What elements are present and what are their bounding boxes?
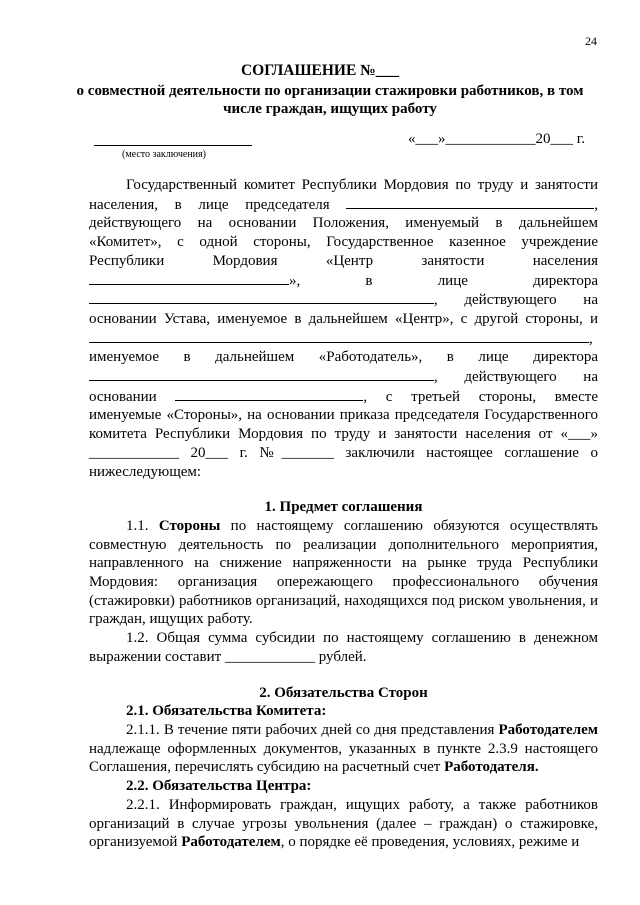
clause-2-1-1-bold-1: Работодателем [498,721,598,738]
clause-2-1-1-bold-2: Работодателя. [444,759,539,776]
clause-2-2-1-bold: Работодателем [181,834,281,851]
document-body [89,176,598,852]
agreement-subtitle: о совместной деятельности по организации стажировки работников, в том числе граждан, ищущих работу [76,83,584,117]
clause-1-1 [89,517,598,629]
clause-2-2-1 [89,796,598,852]
clause-2-2-1-text-c: , о порядке её проведения, условиях, режиме и [280,834,580,851]
intro-text-6: , действующего на основании [89,369,598,405]
place-blank [94,133,252,146]
date-line: «___»____________20___ г. [408,131,585,147]
blank-employer [89,329,589,343]
intro-text-7: , с третьей стороны, вместе именуемые «Стороны», на основании приказа председателя Государственного комитета Республики Мордовия по труду и занятости населения от «___» ____________ 20___ г. №_______ заключили настоящее соглашение о нижеследующем: [89,388,598,480]
clause-2-2-1-text-a: 2.2.1. Информировать граждан, ищущих работу, а также работников организаций в случае угрозы увольнения (далее – граждан) о стажировке, организуемой [89,796,598,851]
intro-text-3: », в лице директора [289,272,598,289]
blank-center-director [89,290,434,304]
clause-1-1-number: 1.1. [126,517,149,534]
blank-chairman [346,195,594,209]
section-1-heading: 1. Предмет соглашения [264,499,423,516]
intro-text-4: , действующего на основании Устава, именуемое в дальнейшем «Центр», с другой стороны, и [89,292,598,327]
clause-2-1-1-text-a: 2.1.1. В течение пяти рабочих дней со дня представления [126,721,495,738]
section-2-heading: 2. Обязательства Сторон [259,684,428,701]
clause-1-1-text: по настоящему соглашению обязуются осуществлять совместную деятельность по реализации дополнительного мероприятия, направленного на снижение напряженности на рынке труда Республики Мордовия: организация опережающего профессионального обучения (стажировки) работников организаций, находящихся под риском увольнения, и граждан, ищущих работу. [89,517,599,628]
clause-2-1-1 [89,721,598,777]
clause-1-1-bold: Стороны [158,517,221,534]
blank-employer-director [89,367,434,381]
subsection-2-1: 2.1. Обязательства Комитета: [126,703,327,720]
blank-center-name [89,271,289,285]
clause-1-2: 1.2. Общая сумма субсидии по настоящему соглашению в денежном выражении составит ____________ рублей. [89,630,598,665]
intro-text-1: Государственный комитет Республики Мордовия по труду и занятости населения, в лице председателя [89,177,598,213]
intro-text-5: , именуемое в дальнейшем «Работодатель», в лице директора [89,330,598,366]
agreement-title: СОГЛАШЕНИЕ №___ [240,62,400,79]
subsection-2-2: 2.2. Обязательства Центра: [126,778,312,795]
intro-text-2: , действующего на основании Положения, именуемый в дальнейшем «Комитет», с одной стороны, Государственное казенное учреждение Республики Мордовия «Центр занятости населения [89,196,599,269]
intro-paragraph [89,176,598,481]
blank-basis [175,387,363,401]
page-number: 24 [585,34,597,48]
clause-2-1-1-text-c: надлежаще оформленных документов, указанных в пункте 2.3.9 настоящего Соглашения, перечислять субсидию на расчетный счет [89,740,598,776]
place-caption: (место заключения) [122,149,206,160]
